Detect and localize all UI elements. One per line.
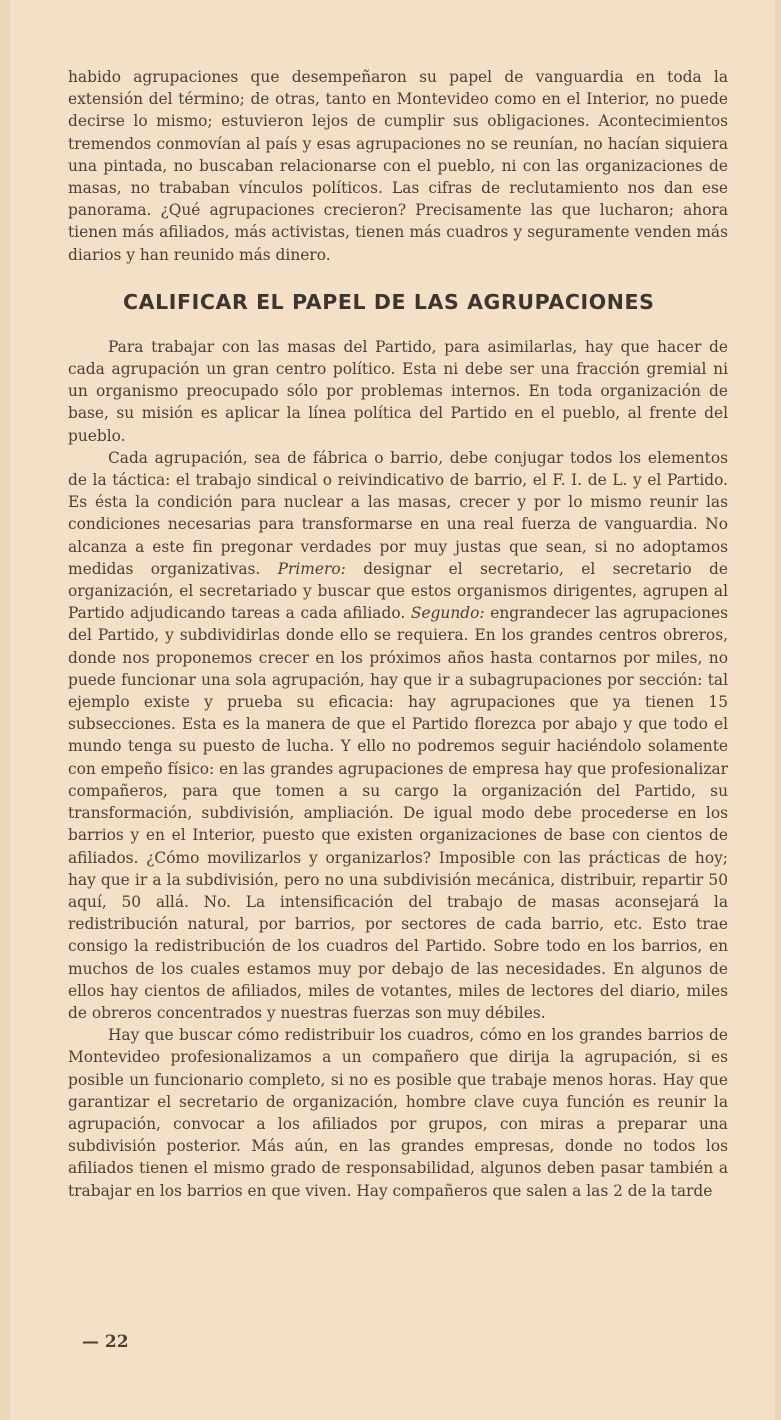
- paragraph: [68, 447, 728, 1024]
- paragraph-text: engrandecer las agrupaciones del Partido, y subdividirlas donde ello se requiera. En los grandes centros obreros, donde nos proponemos crecer en los próximos años hasta contarnos por miles, no puede funcionar una sola agrupación, hay que ir a subagrupaciones por sección: tal ejemplo existe y prueba su eficacia: hay agrupaciones que ya tienen 15 subsecciones. Esta es la manera de que el Partido florezca por abajo y que todo el mundo tenga su puesto de lucha. Y ello no podremos seguir haciéndolo solamente con empeño físico: en las grandes agrupaciones de empresa hay que profesionalizar compañeros, para que tomen a su cargo la organización del Partido, su transformación, subdivisión, ampliación. De igual modo debe procederse en los barrios y en el Interior, puesto que existen organizaciones de base con cientos de afiliados. ¿Cómo movilizarlos y organizarlos? Imposible con las prácticas de hoy; hay que ir a la subdivisión, pero no una subdivisión mecánica, distribuir, repartir 50 aquí, 50 allá. No. La intensificación del trabajo de masas aconsejará la redistribución natural, por barrios, por sectores de cada barrio, etc. Esto trae consigo la redistribución de los cuadros del Partido. Sobre todo en los barrios, en muchos de los cuales estamos muy por debajo de las necesidades. En algunos de ellos hay cientos de afiliados, miles de votantes, miles de lectores del diario, miles de obreros concentrados y nuestras fuerzas son muy débiles.: [68, 604, 728, 1022]
- section-heading: CALIFICAR EL PAPEL DE LAS AGRUPACIONES: [123, 289, 655, 314]
- emphasis-segundo: Segundo:: [410, 604, 485, 623]
- page-number: — 22: [82, 1332, 129, 1352]
- paragraph: Hay que buscar cómo redistribuir los cuadros, cómo en los grandes barrios de Montevideo profesionalizamos a un compañero que dirija la agrupación, si es posible un funcionario completo, si no es posible que trabaje menos horas. Hay que garantizar el secretario de organización, hombre clave cuya función es reunir la agrupación, convocar a los afiliados por grupos, con miras a preparar una subdivisión posterior. Más aún, en las grandes empresas, donde no todos los afiliados tienen el mismo grado de responsabilidad, algunos deben pasar también a trabajar en los barrios en que viven. Hay compañeros que salen a las 2 de la tarde: [68, 1026, 728, 1200]
- text-column: [68, 66, 728, 1202]
- paragraph-text: designar el secretario, el secretario de organización, el secretariado y buscar que estos organismos dirigentes, agrupen al Partido adjudicando tareas a cada afiliado.: [68, 559, 728, 623]
- paragraph-continuation: habido agrupaciones que desempeñaron su papel de vanguardia en toda la extensión del término; de otras, tanto en Montevideo como en el Interior, no puede decirse lo mismo; estuvieron lejos de cumplir sus obligaciones. Acontecimientos tremendos conmovían al país y esas agrupaciones no se reunían, no hacían siquiera una pintada, no buscaban relacionarse con el pueblo, ni con las organizaciones de masas, no trababan vínculos políticos. Las cifras de reclutamiento nos dan ese panorama. ¿Qué agrupaciones crecieron? Precisamente las que lucharon; ahora tienen más afiliados, más activistas, tienen más cuadros y seguramente venden más diarios y han reunido más dinero.: [68, 68, 728, 264]
- paragraph-text: Cada agrupación, sea de fábrica o barrio, debe conjugar todos los elementos de la táctica: el trabajo sindical o reivindicativo de barrio, el F. I. de L. y el Partido. Es ésta la condición para nuclear a las masas, crecer y por lo mismo reunir las condiciones necesarias para transformarse en una real fuerza de vanguardia. No alcanza a este fin pregonar verdades por muy justas que sean, si no adoptamos medidas organizativas.: [68, 448, 728, 578]
- emphasis-primero: Primero:: [277, 559, 346, 578]
- paragraph: Para trabajar con las masas del Partido, para asimilarlas, hay que hacer de cada agrupación un gran centro político. Esta ni debe ser una fracción gremial ni un organismo preocupado sólo por problemas internos. En toda organización de base, su misión es aplicar la línea política del Partido en el pueblo, al frente del pueblo.: [68, 337, 728, 445]
